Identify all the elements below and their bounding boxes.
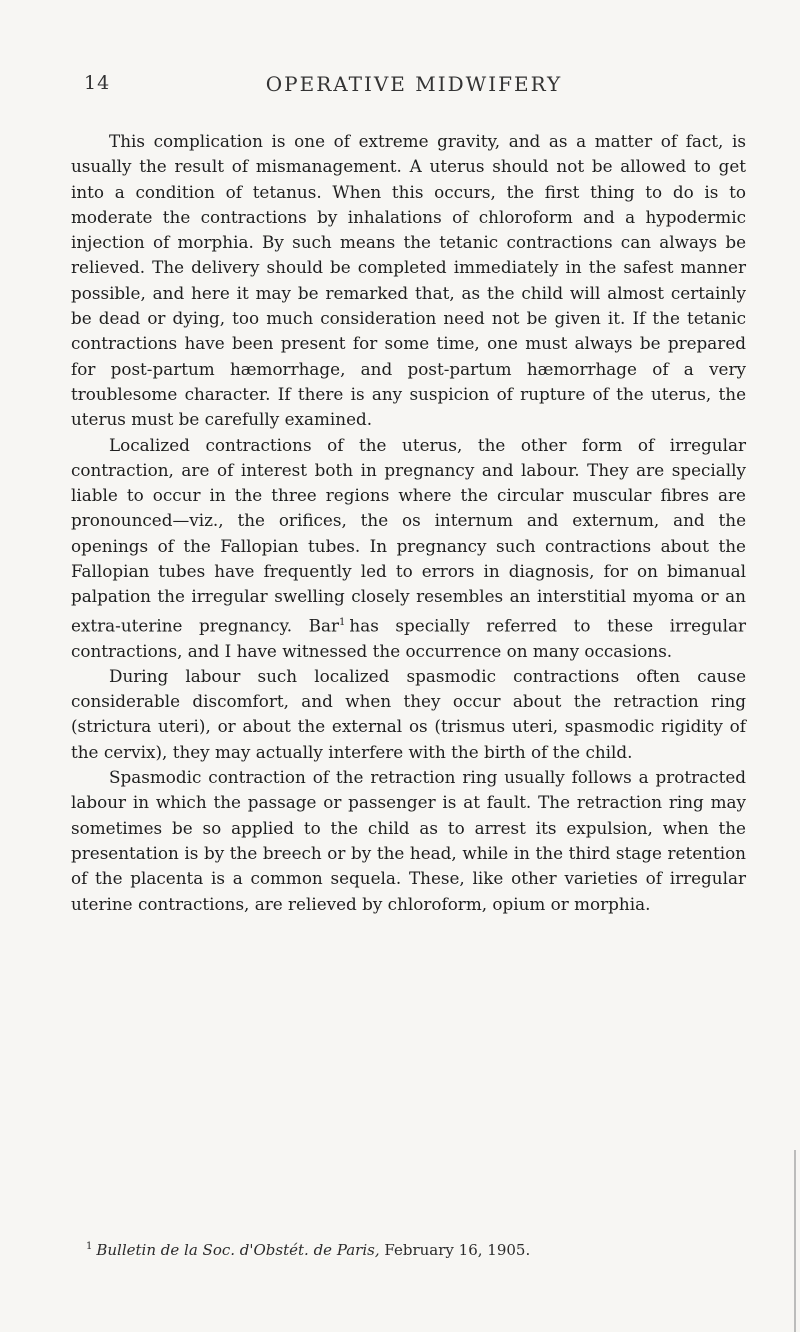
paragraph-retraction-ring: Spasmodic contraction of the retraction ring usually follows a protracted labour in which the passage or passenger is at fault. The retraction ring may sometimes be so applied to the child as to arrest its expulsion, when the presentation is by the breech or by the head, while in the third stage retention of the placenta is a common sequela. These, like other varieties of irregular uterine contractions, are relieved by chloroform, opium or morphia. [71, 767, 746, 914]
body-text [71, 129, 746, 917]
page-number: 14 [84, 72, 111, 94]
footnote [86, 1237, 746, 1260]
bar-reference-text: has specially referred to these irregular contractions, and I have witnessed the occurrence on many occasions. [71, 615, 746, 661]
bar-author: Bar [308, 615, 340, 636]
running-title: OPERATIVE MIDWIFERY [265, 72, 563, 96]
running-head [84, 72, 744, 106]
paragraph-during-labour: During labour such localized spasmodic contractions often cause considerable discomfort, and when they occur about the retraction ring (strictura uteri), or about the external os (trismus uteri, spasmodic rigidity of the cervix), they may actually interfere with the birth of the child. [71, 665, 746, 762]
footnote-date: February 16, 1905. [384, 1241, 531, 1259]
paragraph-localized-text: Localized contractions of the uterus, the other form of irregular contraction, are of interest both in pregnancy and labour. They are specially liable to occur in the three regions where the circular muscular fibres are pronounced—viz., the orifices, the os internum and externum, and the openings of the Fallopian tubes. In pregnancy such contractions about the Fallopian tubes have frequently led to errors in diagnosis, for on bimanual palpation the irregular swelling closely resembles an interstitial myoma or an extra-uterine pregnancy. [71, 434, 746, 636]
paragraph-localized-contractions [71, 433, 746, 664]
page-edge-shadow [794, 1150, 796, 1332]
footnote-marker: 1 [86, 1241, 93, 1252]
paragraph-tetanus: This complication is one of extreme gravity, and as a matter of fact, is usually the result of mismanagement. A uterus should not be allowed to get into a condition of tetanus. When this occurs, the first thing to do is to moderate the contractions by inhalations of chloroform and a hypodermic injection of morphia. By such means the tetanic contractions can always be relieved. The delivery should be completed immediately in the safest manner possible, and here it may be remarked that, as the child will almost certainly be dead or dying, too much consideration need not be given it. If the tetanic contractions have been present for some time, one must always be prepared for post-partum hæmorrhage, and post-partum hæmorrhage of a very troublesome character. If there is any suspicion of rupture of the uterus, the uterus must be carefully examined. [71, 131, 746, 430]
footnote-reference: 1 [339, 616, 346, 628]
footnote-title: Bulletin de la Soc. d'Obstét. de Paris, [96, 1241, 380, 1259]
